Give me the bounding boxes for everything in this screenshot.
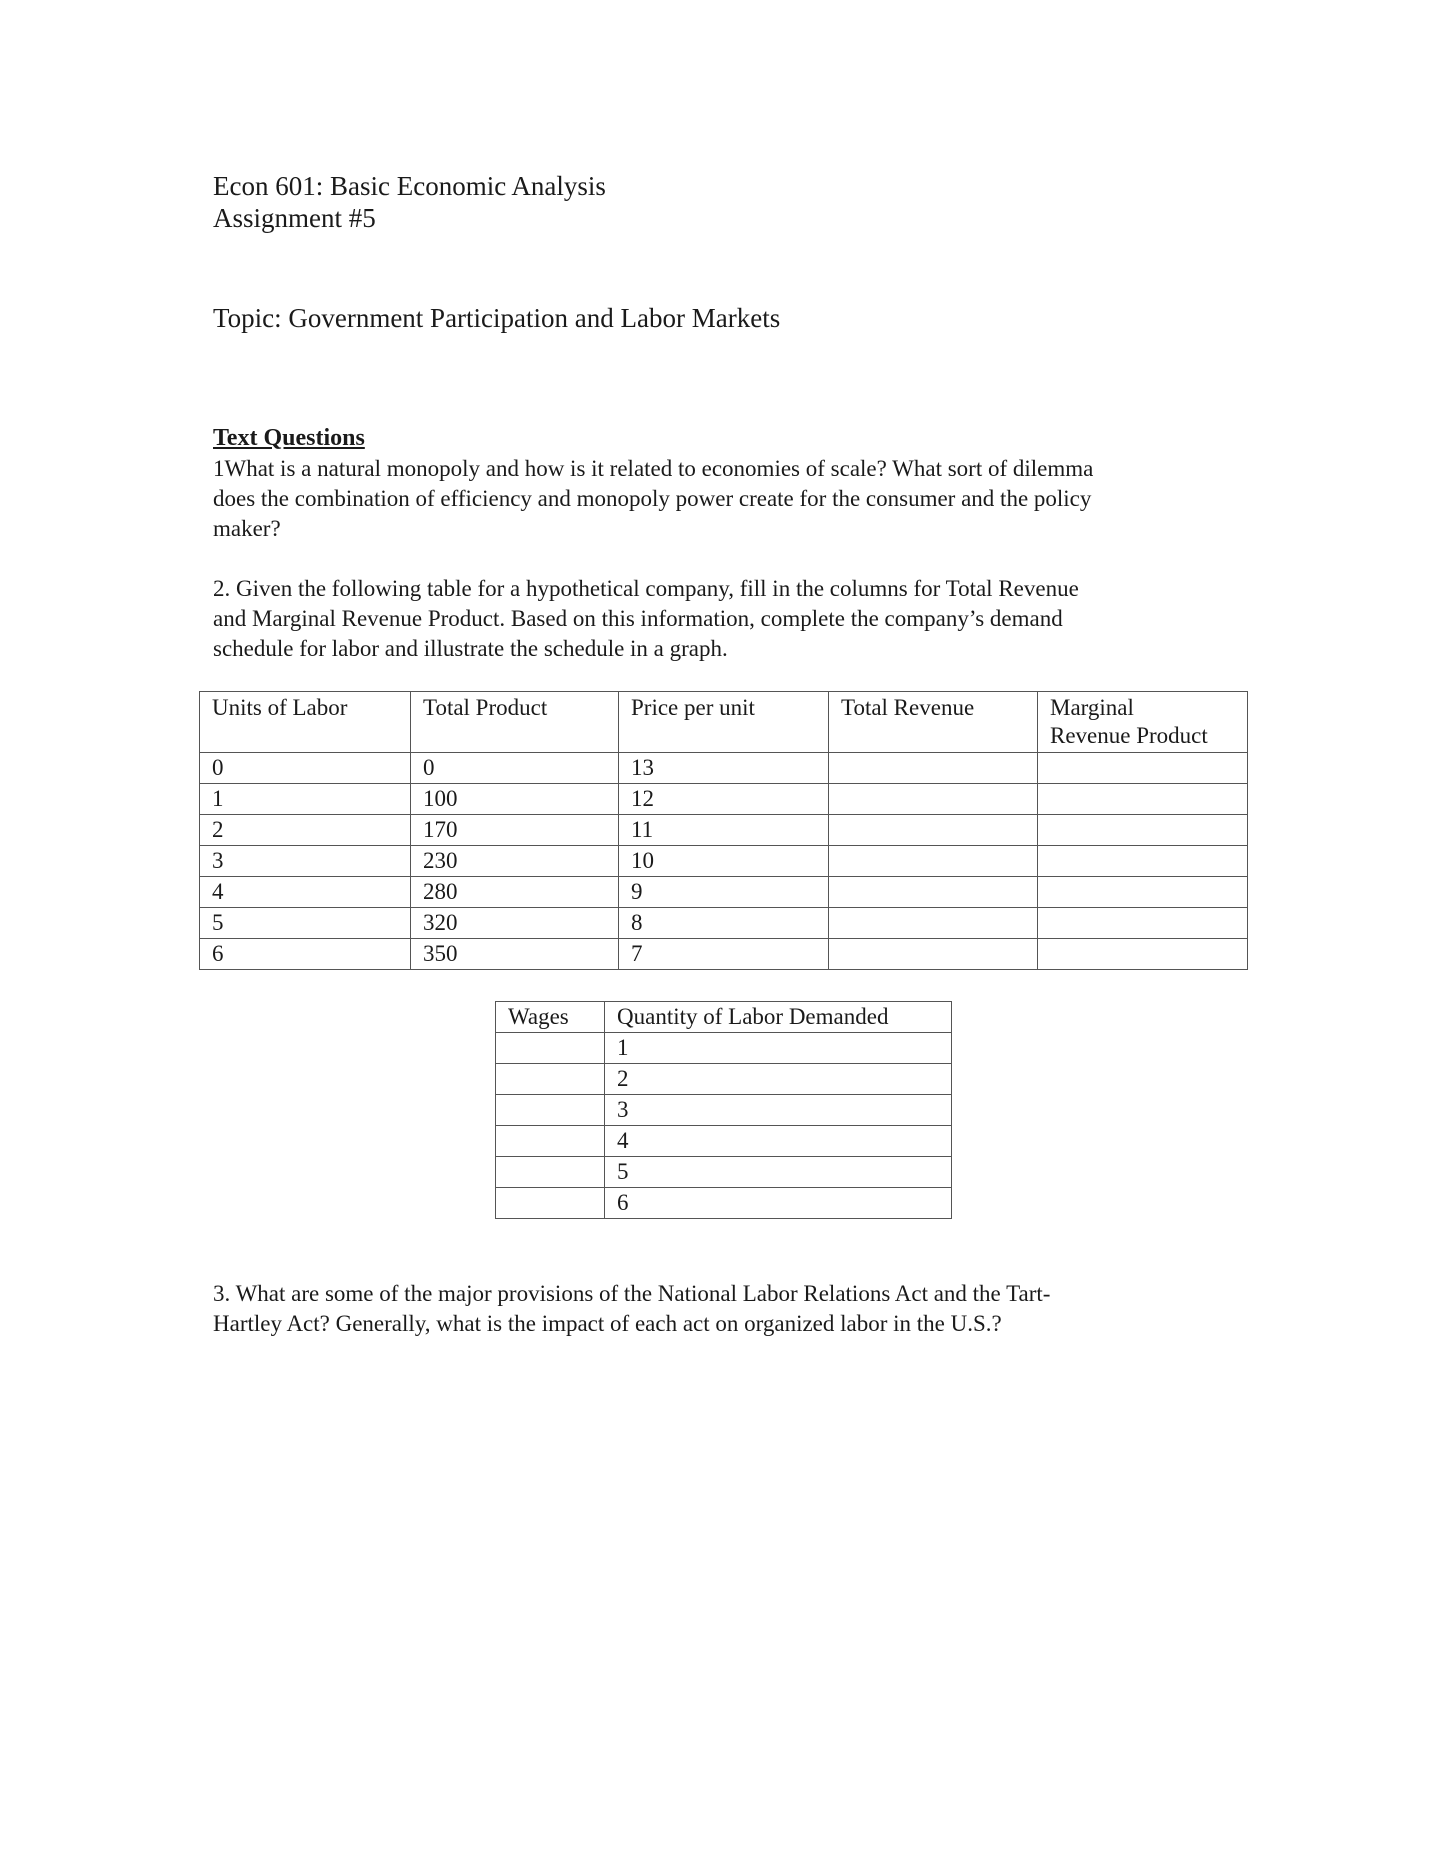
cell-quantity: 4 [605,1126,952,1157]
cell-wages[interactable] [496,1188,605,1219]
section-heading: Text Questions [213,425,365,451]
cell-marginal-revenue-product[interactable] [1038,784,1248,815]
cell-total-revenue[interactable] [829,908,1038,939]
table-row [496,1033,952,1064]
table-row [200,784,1248,815]
cell-marginal-revenue-product[interactable] [1038,939,1248,970]
cell-units: 0 [200,753,411,784]
cell-marginal-revenue-product[interactable] [1038,877,1248,908]
course-title: Econ 601: Basic Economic Analysis [213,171,606,201]
demand-table-header-row [496,1002,952,1033]
cell-total-product: 230 [411,846,619,877]
cell-total-revenue[interactable] [829,877,1038,908]
table-row [496,1064,952,1095]
cell-total-revenue[interactable] [829,815,1038,846]
question-1-line: does the combination of efficiency and monopoly power create for the consumer and the policy [213,486,1092,511]
cell-wages[interactable] [496,1157,605,1188]
header-units-of-labor: Units of Labor [200,692,411,753]
cell-price: 12 [619,784,829,815]
cell-units: 5 [200,908,411,939]
cell-units: 3 [200,846,411,877]
cell-total-product: 100 [411,784,619,815]
header-total-revenue: Total Revenue [829,692,1038,753]
cell-price: 13 [619,753,829,784]
header-total-product: Total Product [411,692,619,753]
header-price-per-unit: Price per unit [619,692,829,753]
topic-line: Topic: Government Participation and Labor Markets [213,303,781,333]
cell-quantity: 3 [605,1095,952,1126]
production-table [199,691,1248,970]
cell-price: 9 [619,877,829,908]
assignment-number: Assignment #5 [213,203,376,233]
cell-marginal-revenue-product[interactable] [1038,753,1248,784]
question-3 [213,1279,1050,1339]
demand-schedule-table [495,1001,952,1219]
question-2-line: 2. Given the following table for a hypothetical company, fill in the columns for Total Revenue [213,576,1079,601]
question-1-line: 1What is a natural monopoly and how is it related to economies of scale? What sort of dilemma [213,456,1094,481]
cell-total-product: 170 [411,815,619,846]
header-marginal-revenue-product [1038,692,1248,753]
cell-quantity: 6 [605,1188,952,1219]
cell-marginal-revenue-product[interactable] [1038,908,1248,939]
header-mrp-line1: Marginal [1050,695,1134,720]
cell-total-product: 280 [411,877,619,908]
cell-marginal-revenue-product[interactable] [1038,815,1248,846]
cell-total-product: 350 [411,939,619,970]
header-quantity-of-labor-demanded: Quantity of Labor Demanded [605,1002,952,1033]
question-2-line: schedule for labor and illustrate the schedule in a graph. [213,636,728,661]
table-row [200,846,1248,877]
table-row [200,877,1248,908]
production-table-header-row [200,692,1248,753]
cell-total-revenue[interactable] [829,939,1038,970]
cell-units: 6 [200,939,411,970]
cell-wages[interactable] [496,1095,605,1126]
question-3-line: 3. What are some of the major provisions of the National Labor Relations Act and the Tart- [213,1281,1051,1306]
cell-total-product: 0 [411,753,619,784]
question-1 [213,454,1093,544]
table-row [496,1126,952,1157]
table-row [200,815,1248,846]
cell-quantity: 1 [605,1033,952,1064]
header-mrp-line2: Revenue Product [1050,723,1208,748]
cell-price: 8 [619,908,829,939]
cell-marginal-revenue-product[interactable] [1038,846,1248,877]
table-row [496,1188,952,1219]
table-row [200,939,1248,970]
cell-units: 2 [200,815,411,846]
cell-total-revenue[interactable] [829,753,1038,784]
cell-units: 4 [200,877,411,908]
table-row [200,908,1248,939]
cell-price: 7 [619,939,829,970]
cell-total-product: 320 [411,908,619,939]
cell-total-revenue[interactable] [829,846,1038,877]
table-row [200,753,1248,784]
cell-units: 1 [200,784,411,815]
cell-wages[interactable] [496,1033,605,1064]
question-2-line: and Marginal Revenue Product. Based on this information, complete the company’s demand [213,606,1063,631]
table-row [496,1157,952,1188]
cell-quantity: 2 [605,1064,952,1095]
cell-wages[interactable] [496,1064,605,1095]
cell-price: 11 [619,815,829,846]
table-row [496,1095,952,1126]
cell-price: 10 [619,846,829,877]
header-wages: Wages [496,1002,605,1033]
cell-wages[interactable] [496,1126,605,1157]
question-2 [213,574,1079,664]
cell-quantity: 5 [605,1157,952,1188]
cell-total-revenue[interactable] [829,784,1038,815]
question-1-line: maker? [213,516,281,541]
question-3-line: Hartley Act? Generally, what is the impact of each act on organized labor in the U.S.? [213,1311,1002,1336]
